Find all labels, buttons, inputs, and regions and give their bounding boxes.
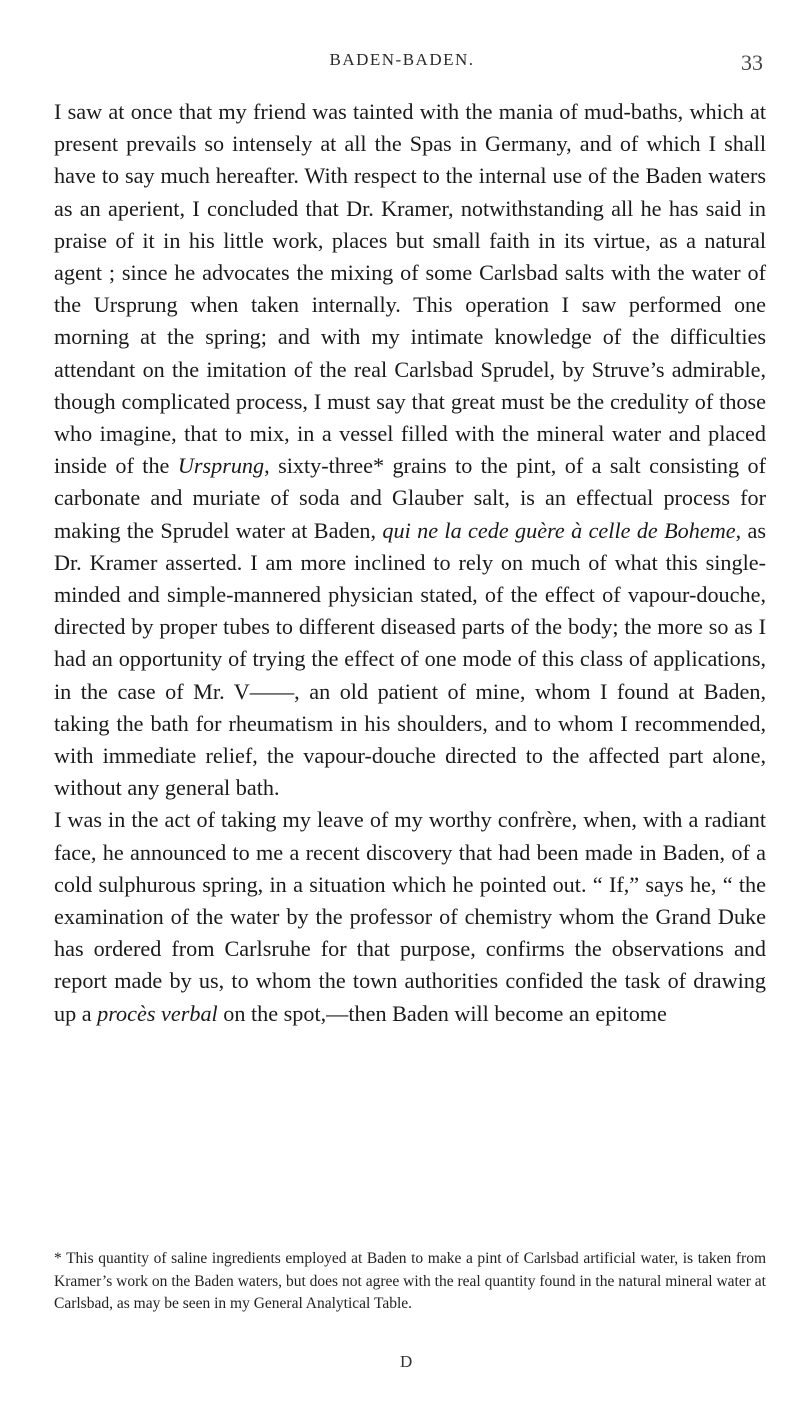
paragraph-2	[54, 804, 766, 1029]
running-head	[0, 50, 801, 80]
paragraph-2-part-b: on the spot,—then Baden will become an epitome	[217, 1000, 667, 1026]
paragraph-1-part-c: , as Dr. Kramer asserted. I am more inclined to rely on much of what this single-minded and simple-mannered physician stated, of the effect of vapour-douche, directed by proper tubes to different diseased parts of the body; the more so as I had an opportunity of trying the effect of one mode of this class of applications, in the case of Mr. V——, an old patient of mine, whom I found at Baden, taking the bath for rheumatism in his shoulders, and to whom I recommended, with immediate relief, the vapour-douche directed to the affected part alone, without any general bath.	[54, 517, 766, 801]
italic-french-phrase: qui ne la cede guère à celle de Boheme	[382, 517, 736, 543]
footnote: * This quantity of saline ingredients employed at Baden to make a pint of Carlsbad artificial water, is taken from Kramer’s work on the Baden waters, but does not agree with the real quantity found in the natural mineral water at Carlsbad, as may be seen in my General Analytical Table.	[54, 1250, 766, 1312]
italic-ursprung: Ursprung	[177, 453, 265, 479]
paragraph-1	[54, 96, 766, 804]
running-head-title: BADEN-BADEN.	[329, 50, 475, 69]
paragraph-2-part-a: I was in the act of taking my leave of my worthy confrère, when, with a radiant face, he announced to me a recent discovery that had been made in Baden, of a cold sulphurous spring, in a situation which he pointed out. “ If,” says he, “ the examination of the water by the professor of chemistry whom the Grand Duke has ordered from Carlsruhe for that purpose, confirms the observations and report made by us, to whom the town authorities confided the task of drawing up a	[54, 807, 766, 1026]
italic-proces-verbal: procès verbal	[97, 1000, 218, 1026]
paragraph-1-part-b: , sixty-three* grains to the pint, of a salt consisting of carbonate and muriate of soda and Glauber salt, is an effectual process for making the Sprudel water at Baden,	[54, 453, 766, 543]
paragraph-1-part-a: I saw at once that my friend was tainted with the mania of mud-baths, which at present prevails so intensely at all the Spas in Germany, and of which I shall have to say much hereafter. With respect to the internal use of the Baden waters as an aperient, I concluded that Dr. Kramer, notwithstanding all he has said in praise of it in his little work, places but small faith in its virtue, as a natural agent ; since he advocates the mixing of some Carlsbad salts with the water of the Ursprung when taken internally. This operation I saw performed one morning at the spring; and with my intimate knowledge of the difficulties attendant on the imitation of the real Carlsbad Sprudel, by Struve’s admirable, though complicated process, I must say that great must be the credulity of those who imagine, that to mix, in a vessel filled with the mineral water and placed inside of the	[54, 99, 766, 479]
signature-mark: D	[400, 1352, 413, 1371]
page-number: 33	[741, 50, 763, 75]
body-text	[54, 96, 766, 1030]
